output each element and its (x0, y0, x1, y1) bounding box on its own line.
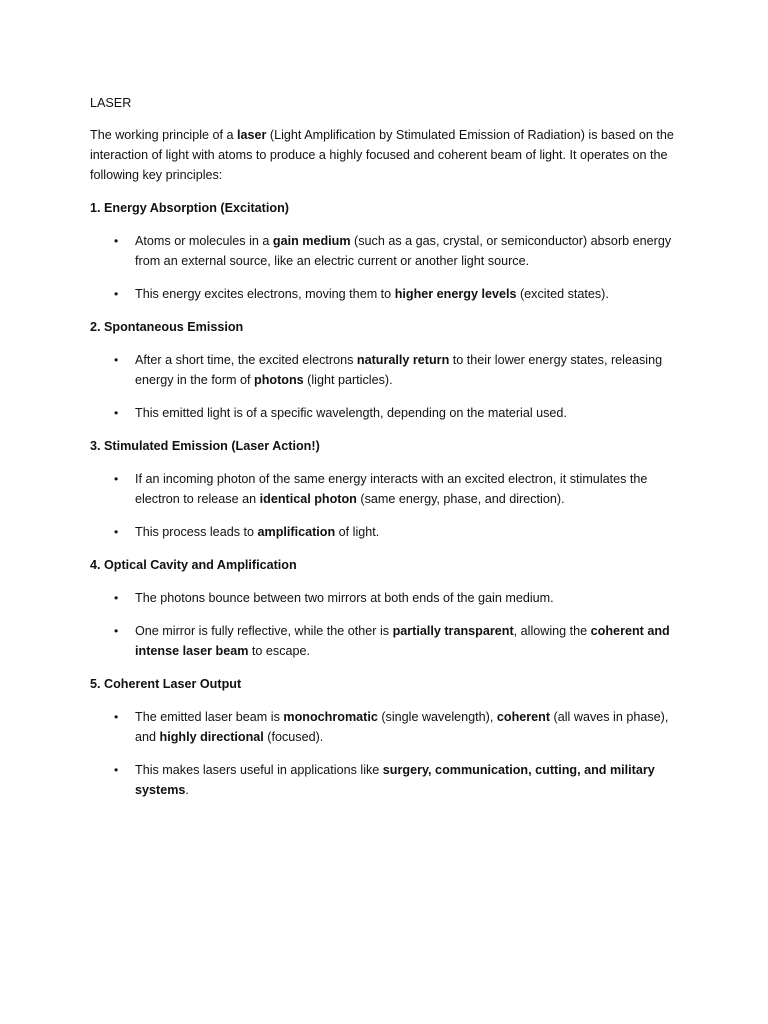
section-heading: 4. Optical Cavity and Amplification (90, 558, 297, 572)
bullet-icon: • (114, 525, 119, 539)
text-run: (Light Amplification by Stimulated Emission of Radiation) is based on the interaction of light with atoms to produce a highly focused and coherent beam of light. It operates on the following key principles: (90, 128, 674, 182)
text-run: (all waves in phase), and (135, 710, 669, 744)
bold-text-run: gain medium (272, 234, 351, 248)
bullet-item (90, 707, 684, 747)
bullet-list (90, 469, 684, 542)
bullet-item (90, 469, 684, 509)
text-run: to their lower energy states, releasing energy in the form of (135, 353, 663, 387)
bullet-icon: • (114, 406, 119, 420)
bullet-icon: • (114, 472, 119, 486)
bullet-list (90, 231, 684, 304)
text-run: . (185, 783, 189, 797)
text-run: After a short time, the excited electrons (135, 353, 357, 367)
bullet-list (90, 350, 684, 423)
text-run: (focused). (263, 730, 324, 744)
bullet-item (90, 403, 684, 423)
bullet-item (90, 522, 684, 542)
bullet-icon: • (114, 353, 119, 367)
bold-text-run: coherent (496, 710, 551, 724)
text-run: This makes lasers useful in applications like (135, 763, 383, 777)
text-run: This emitted light is of a specific wavelength, depending on the material used. (135, 406, 567, 420)
section-heading: 3. Stimulated Emission (Laser Action!) (90, 439, 320, 453)
text-run: of light. (335, 525, 380, 539)
bullet-icon: • (114, 287, 119, 301)
bullet-item (90, 588, 684, 608)
bold-text-run: highly directional (159, 730, 264, 744)
bold-text-run: photons (254, 373, 304, 387)
section-heading: 1. Energy Absorption (Excitation) (90, 201, 289, 215)
text-run: (single wavelength), (377, 710, 497, 724)
bullet-item (90, 760, 684, 800)
text-run: The working principle of a (90, 128, 237, 142)
text-run: (same energy, phase, and direction). (356, 492, 565, 506)
bullet-icon: • (114, 763, 119, 777)
bold-text-run: higher energy levels (394, 287, 517, 301)
bullet-icon: • (114, 591, 119, 605)
document-title: LASER (90, 96, 132, 110)
intro-paragraph (90, 125, 684, 185)
text-run: The emitted laser beam is (135, 710, 284, 724)
text-run: (excited states). (516, 287, 609, 301)
bullet-item (90, 621, 684, 661)
bold-text-run: identical photon (259, 492, 357, 506)
text-run: This process leads to (135, 525, 258, 539)
bullet-item (90, 284, 684, 304)
bold-text-run: naturally return (356, 353, 450, 367)
text-run: The photons bounce between two mirrors at both ends of the gain medium. (135, 591, 554, 605)
bullet-list (90, 588, 684, 661)
bullet-item (90, 231, 684, 271)
text-run: to escape. (248, 644, 311, 658)
bold-text-run: amplification (257, 525, 336, 539)
bold-text-run: monochromatic (283, 710, 378, 724)
bullet-item (90, 350, 684, 390)
text-run: This energy excites electrons, moving them to (135, 287, 395, 301)
bold-text-run: partially transparent (392, 624, 514, 638)
text-run: , allowing the (513, 624, 591, 638)
bold-text-run: coherent and intense laser beam (135, 624, 670, 658)
bullet-list (90, 707, 684, 800)
section-heading: 5. Coherent Laser Output (90, 677, 242, 691)
text-run: If an incoming photon of the same energy interacts with an excited electron, it stimulates the electron to release an (135, 472, 648, 506)
text-run: (such as a gas, crystal, or semiconductor) absorb energy from an external source, like an electric current or another light source. (135, 234, 672, 268)
section-heading: 2. Spontaneous Emission (90, 320, 244, 334)
bullet-icon: • (114, 710, 119, 724)
text-run: Atoms or molecules in a (135, 234, 273, 248)
bold-text-run: laser (237, 128, 267, 142)
bullet-icon: • (114, 624, 119, 638)
bold-text-run: surgery, communication, cutting, and military systems (135, 763, 655, 797)
sections-container (90, 198, 684, 800)
text-run: One mirror is fully reflective, while the other is (135, 624, 393, 638)
text-run: (light particles). (303, 373, 393, 387)
bullet-icon: • (114, 234, 119, 248)
